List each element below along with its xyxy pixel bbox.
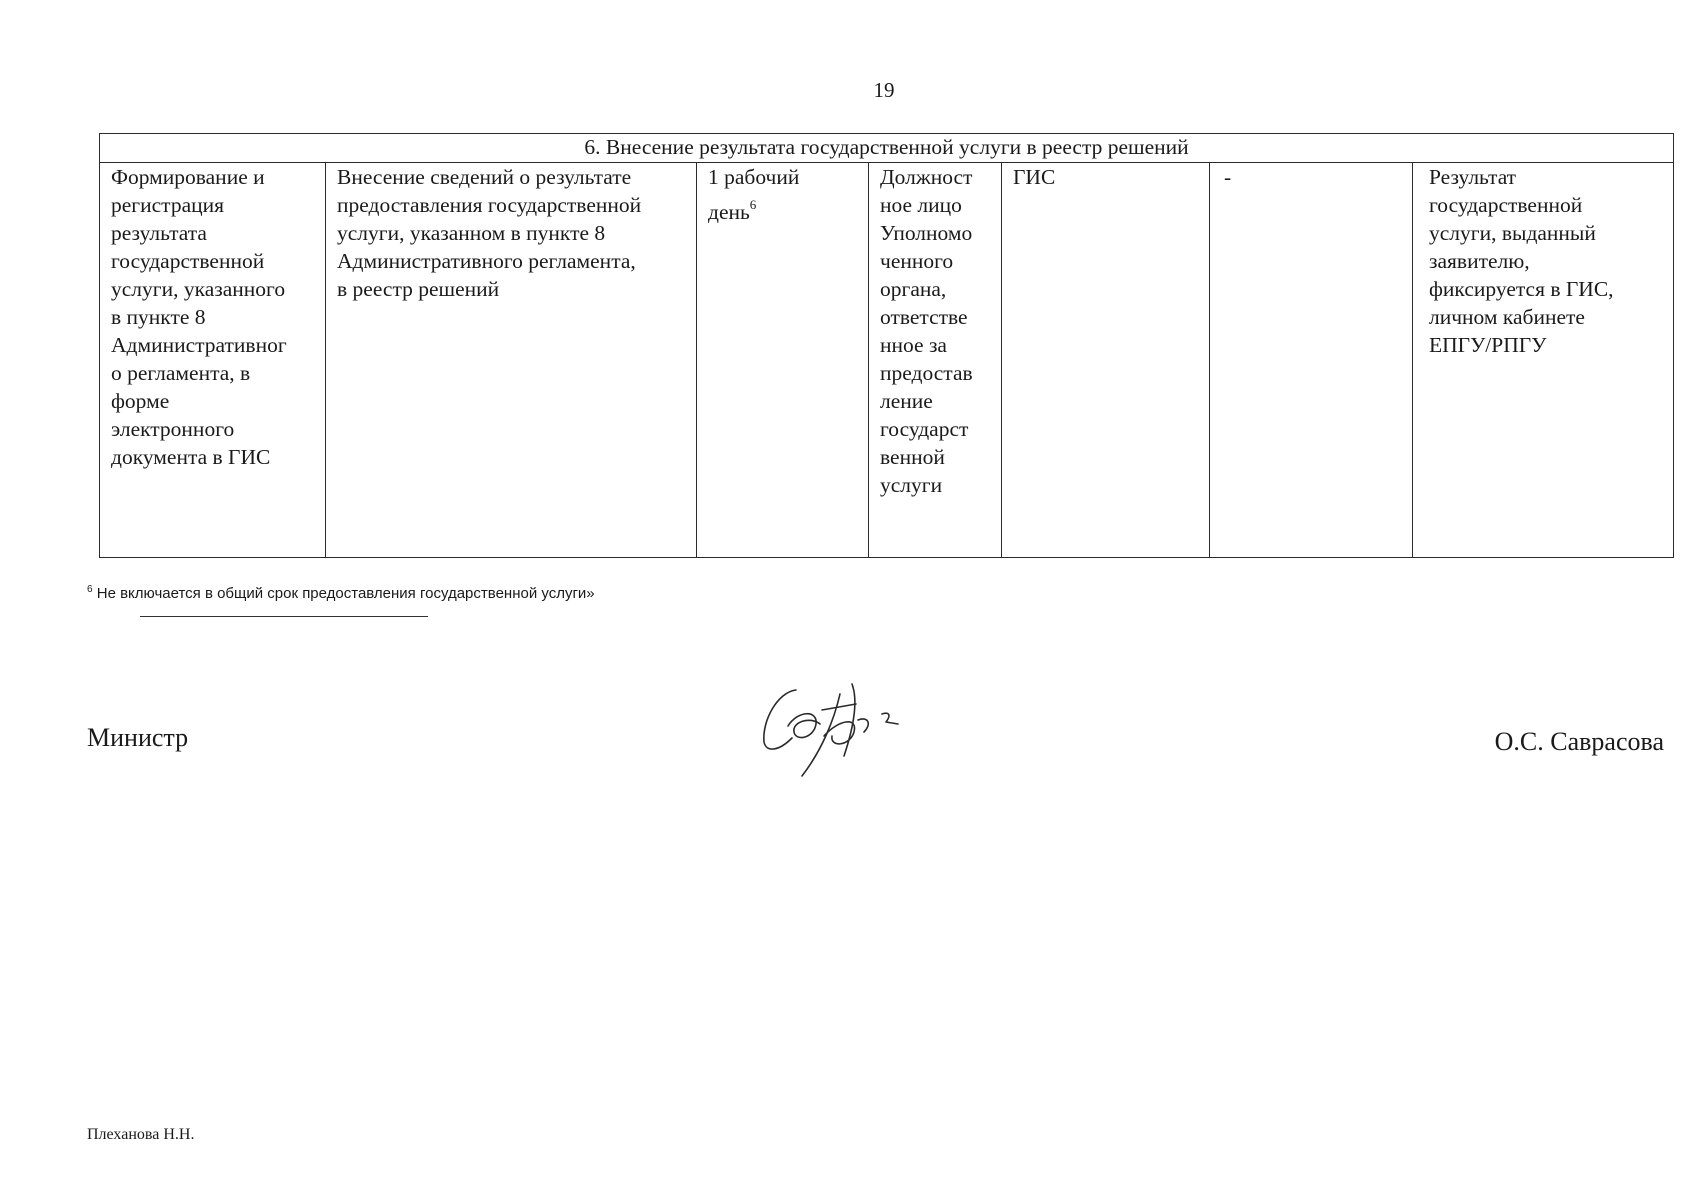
footnote-text: Не включается в общий срок предоставления государственной услуги»	[92, 585, 595, 602]
section-header-row	[100, 134, 1674, 163]
footnote-divider	[140, 616, 428, 617]
cell-responsible: Должност ное лицо Уполномо ченного органа, ответстве нное за предостав ление государст венной услуги	[869, 163, 1002, 558]
procedure-table	[99, 133, 1674, 558]
deadline-footnote-marker: 6	[749, 197, 757, 212]
section-header: 6. Внесение результата государственной услуги в реестр решений	[100, 134, 1674, 163]
cell-deadline	[697, 163, 869, 558]
footnote-marker: 6	[87, 584, 93, 595]
page-number: 19	[873, 78, 895, 102]
cell-action: Формирование и регистрация результата государственной услуги, указанного в пункте 8 Административног о регламента, в форме электронного документа в ГИС	[100, 163, 326, 558]
signer-name: О.С. Саврасова	[1494, 727, 1664, 756]
cell-result: Результат государственной услуги, выданный заявителю, фиксируется в ГИС, личном кабинете ЕПГУ/РПГУ	[1413, 163, 1674, 558]
footnote	[87, 584, 595, 602]
cell-system: ГИС	[1002, 163, 1210, 558]
table-row	[100, 163, 1674, 558]
cell-content: Внесение сведений о результате предоставления государственной услуги, указанном в пункте 8 Административного регламента, в реестр решений	[326, 163, 697, 558]
deadline-text: 1 рабочий день	[708, 165, 800, 224]
signer-role: Министр	[87, 723, 189, 752]
handwritten-signature	[758, 680, 938, 790]
executor-name: Плеханова Н.Н.	[87, 1126, 195, 1143]
cell-criteria: -	[1210, 163, 1413, 558]
